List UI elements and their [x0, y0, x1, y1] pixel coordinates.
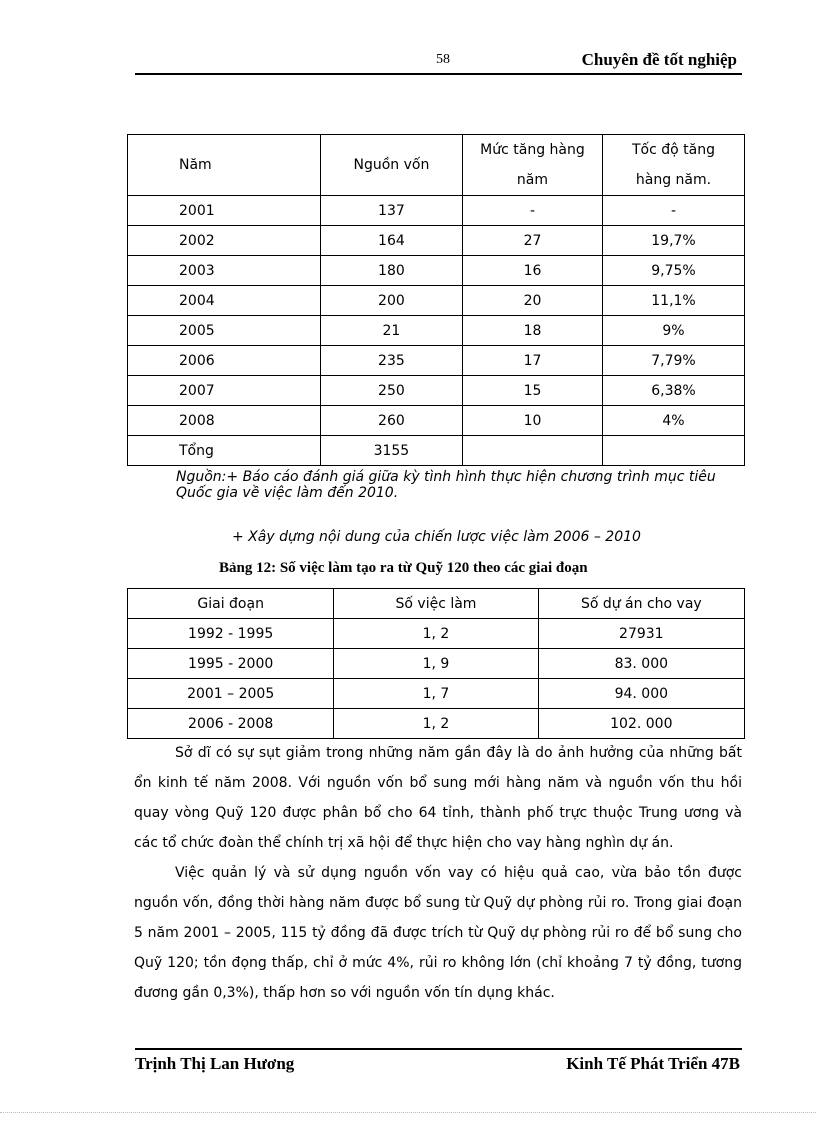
- table-row: 2001 137 - -: [128, 196, 745, 226]
- jobs-table: [127, 588, 745, 739]
- table-total-row: Tổng 3155: [128, 436, 745, 466]
- header-increase: Mức tăng hàng năm: [462, 135, 602, 196]
- table-row: 2005 21 18 9%: [128, 316, 745, 346]
- page-edge: [0, 1112, 816, 1113]
- table-row: 1992 - 1995 1, 2 27931: [128, 619, 745, 649]
- body-paragraph: Sở dĩ có sự sụt giảm trong những năm gần đây là do ảnh hưởng của những bất ổn kinh tế năm 2008. Với nguồn vốn bổ sung mới hàng năm và nguồn vốn thu hồi quay vòng Quỹ 120 được phân bổ cho 64 tỉnh, thành phố trực thuộc Trung ương và các tổ chức đoàn thể chính trị xã hội để thực hiện cho vay hàng nghìn dự án.: [134, 745, 742, 851]
- source-note-2: + Xây dựng nội dung của chiến lược việc làm 2006 – 2010: [232, 529, 641, 545]
- table-row: 2001 – 2005 1, 7 94. 000: [128, 679, 745, 709]
- table-header-row: [128, 135, 745, 196]
- source-note: Nguồn:+ Báo cáo đánh giá giữa kỳ tình hình thực hiện chương trình mục tiêu Quốc gia về việc làm đến 2010.: [176, 469, 716, 501]
- header-capital: Nguồn vốn: [320, 135, 462, 196]
- header-rule: [135, 73, 742, 75]
- body-paragraph: Việc quản lý và sử dụng nguồn vốn vay có hiệu quả cao, vừa bảo tồn được nguồn vốn, đồng thời hàng năm được bổ sung từ Quỹ dự phòng rủi ro. Trong giai đoạn 5 năm 2001 – 2005, 115 tỷ đồng đã được trích từ Quỹ dự phòng rủi ro để bổ sung cho Quỹ 120; tồn đọng thấp, chỉ ở mức 4%, rủi ro không lớn (chỉ khoảng 7 tỷ đồng, tương đương gần 0,3%), thấp hơn so với nguồn vốn tín dụng khác.: [134, 865, 742, 1001]
- page-number: 58: [436, 52, 450, 67]
- author-name: Trịnh Thị Lan Hương: [135, 1054, 295, 1073]
- capital-table: [127, 134, 745, 466]
- table-row: 2002 164 27 19,7%: [128, 226, 745, 256]
- table-header-row: Giai đoạn Số việc làm Số dự án cho vay: [128, 589, 745, 619]
- class-name: Kinh Tế Phát Triển 47B: [566, 1054, 740, 1073]
- table-row: 2004 200 20 11,1%: [128, 286, 745, 316]
- table-row: 2006 - 2008 1, 2 102. 000: [128, 709, 745, 739]
- table-row: 2007 250 15 6,38%: [128, 376, 745, 406]
- table-row: 2003 180 16 9,75%: [128, 256, 745, 286]
- document-title: Chuyên đề tốt nghiệp: [581, 50, 737, 69]
- table-row: 2006 235 17 7,79%: [128, 346, 745, 376]
- footer-rule: [135, 1048, 742, 1050]
- table-row: 2008 260 10 4%: [128, 406, 745, 436]
- header-year: Năm: [128, 135, 321, 196]
- header-growth-rate: Tốc độ tăng hàng năm.: [602, 135, 744, 196]
- table-row: 1995 - 2000 1, 9 83. 000: [128, 649, 745, 679]
- table-caption: Bảng 12: Số việc làm tạo ra từ Quỹ 120 theo các giai đoạn: [219, 560, 588, 576]
